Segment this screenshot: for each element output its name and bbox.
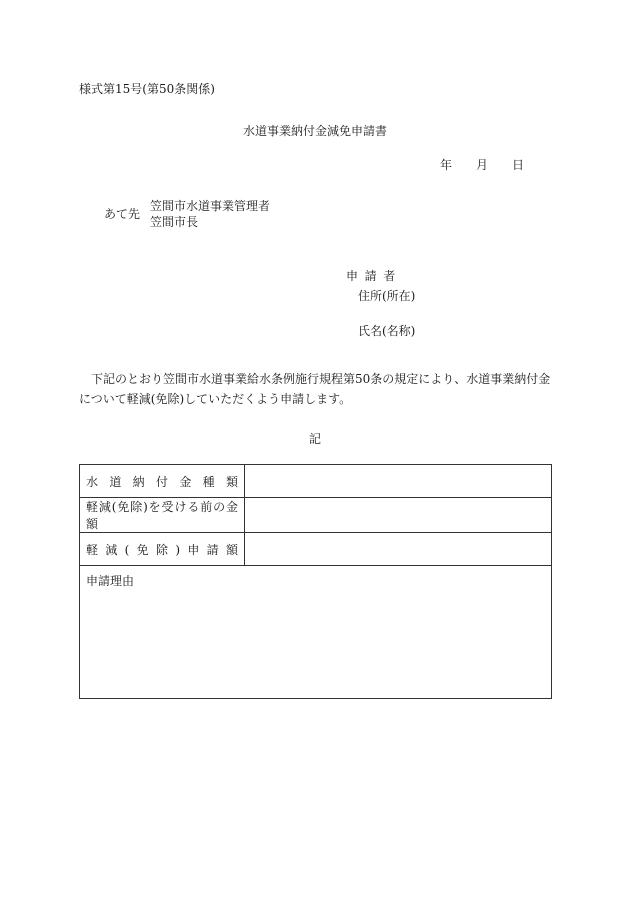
table-row xyxy=(80,533,552,566)
payment-type-label: 水道納付金種類 xyxy=(80,465,245,498)
reason-label: 申請理由 xyxy=(86,574,135,588)
applicant-address-label: 住所(所在) xyxy=(358,289,416,303)
requested-amount-field[interactable] xyxy=(245,533,552,566)
form-number: 様式第15号(第50条関係) xyxy=(79,82,215,96)
addressee-label: あて先 xyxy=(104,207,141,221)
addressee-name-1: 笠間市水道事業管理者 xyxy=(150,199,271,213)
payment-type-field[interactable] xyxy=(245,465,552,498)
addressee-name-2: 笠間市長 xyxy=(150,215,199,229)
application-body-text: 下記のとおり笠間市水道事業給水条例施行規程第50条の規定により、水道事業納付金について軽減(免除)していただくよう申請します。 xyxy=(79,372,551,406)
table-row xyxy=(80,566,552,699)
date-line xyxy=(440,156,524,173)
amount-before-label: 軽減(免除)を受ける前の金額 xyxy=(80,498,245,533)
date-day-label: 日 xyxy=(512,158,525,172)
table-row xyxy=(80,498,552,533)
date-year-label: 年 xyxy=(440,158,453,172)
ki-label: 記 xyxy=(308,432,321,446)
applicant-label: 申請者 xyxy=(346,269,402,283)
requested-amount-label: 軽減(免除)申請額 xyxy=(80,533,245,566)
applicant-name-label: 氏名(名称) xyxy=(358,324,416,338)
amount-before-field[interactable] xyxy=(245,498,552,533)
date-month-label: 月 xyxy=(476,158,489,172)
detail-table xyxy=(79,464,552,699)
table-row xyxy=(80,465,552,498)
reason-field[interactable] xyxy=(80,566,552,699)
document-title: 水道事業納付金減免申請書 xyxy=(242,124,387,138)
